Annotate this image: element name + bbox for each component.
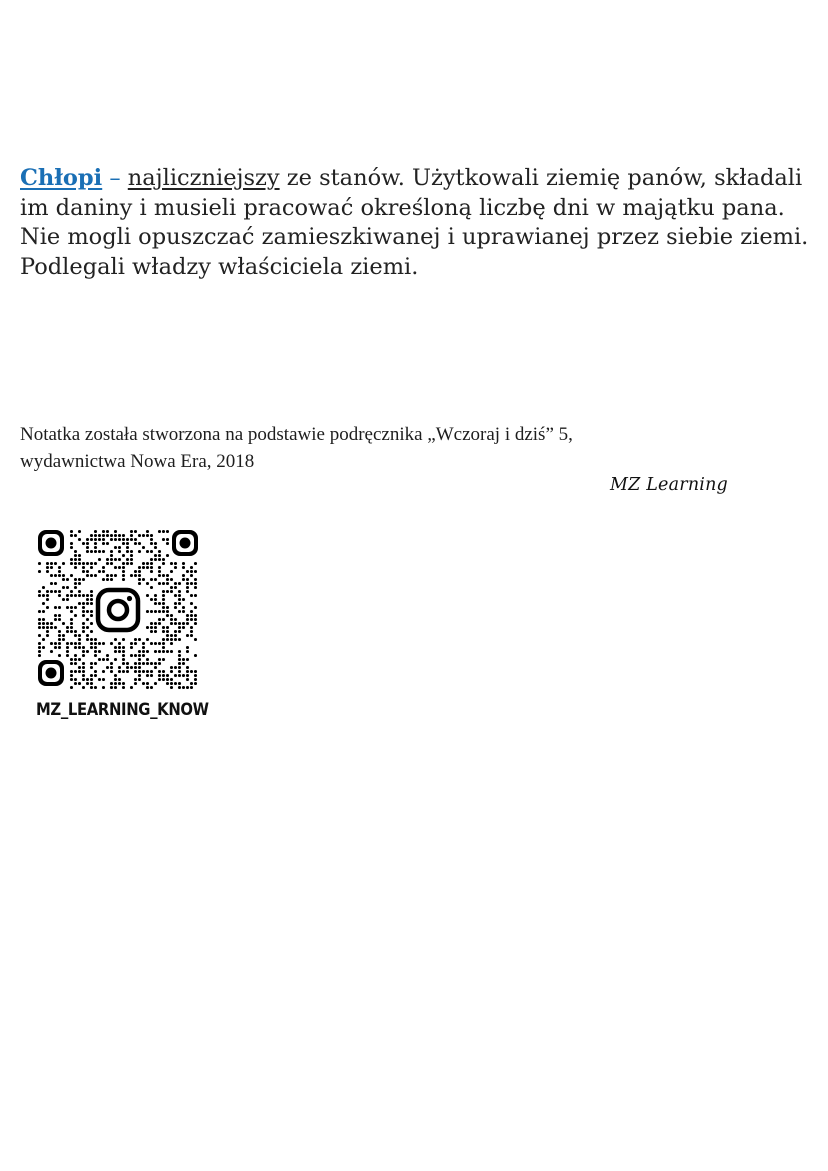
instagram-icon [94, 586, 142, 634]
source-note [20, 421, 780, 475]
underlined-word: najliczniejszy [127, 165, 280, 191]
qr-finder-top-left [38, 530, 64, 556]
qr-block [36, 528, 209, 719]
signature: MZ Learning [610, 475, 728, 495]
source-note-line-2: wydawnictwa Nowa Era, 2018 [20, 451, 255, 472]
definition-paragraph [20, 164, 810, 282]
qr-finder-top-right [172, 530, 198, 556]
qr-code [36, 528, 200, 692]
qr-caption: MZ_LEARNING_KNOW [36, 700, 209, 719]
definition-text: ze stanów. Użytkowali ziemię panów, składali im daniny i musieli pracować określoną liczbę dni w majątku pana. Nie mogli opuszczać zamieszkiwanej i uprawianej przez siebie ziemi. Podlegali władzy właściciela ziemi. [20, 165, 809, 280]
term-chlopi: Chłopi [20, 165, 103, 191]
term-dash: – [109, 165, 121, 191]
source-note-line-1: Notatka została stworzona na podstawie podręcznika „Wczoraj i dziś” 5, [20, 424, 573, 445]
qr-finder-bottom-left [38, 660, 64, 686]
